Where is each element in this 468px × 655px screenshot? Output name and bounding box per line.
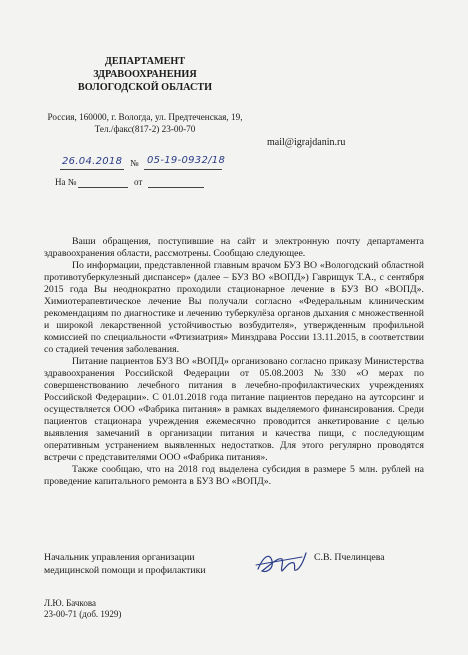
header-phone: Тел./факс(817-2) 23-00-70 <box>94 124 196 134</box>
header-dept-line3: ВОЛОГОДСКОЙ ОБЛАСТИ <box>77 82 213 93</box>
executor-phone: 23-00-71 (доб. 1929) <box>44 609 122 619</box>
reg-date-line <box>60 169 124 170</box>
reg-on-line <box>78 187 128 188</box>
reg-on-label: На № <box>55 177 77 187</box>
body-paragraph: Также сообщаю, что на 2018 год выделена субсидия в размере 5 млн. рублей на проведение капитального ремонта в БУЗ ВО «ВОПД». <box>44 464 424 487</box>
header-dept-line2: ЗДРАВООХРАНЕНИЯ <box>93 69 197 80</box>
recipient-email: mail@igrajdanin.ru <box>267 137 346 148</box>
reg-from-label: от <box>134 177 143 187</box>
signer-name: С.В. Пчелинцева <box>314 552 385 563</box>
body-paragraph: Питание пациентов БУЗ ВО «ВОПД» организовано согласно приказу Министерства здравоохранения Российской Федерации от 05.08.2003 №330 «О мерах по совершенствованию лечебного питания в лечебно-профилактических учреждениях Российской Федерации». С 01.01.2018 года питание пациентов передано на аутсорсинг и осуществляется ООО «Фабрика питания» в рамках выделяемого финансирования. Среди пациентов стационара учреждения ежемесячно проводится анкетирование с целью выявления замечаний в организации питания и качества пищи, с последующим оперативным устранением выявленных недостатков. Для этого регулярно проводятся встречи с представителями ООО «Фабрика питания». <box>44 356 424 463</box>
reg-date: 26.04.2018 <box>62 156 123 167</box>
letter-body <box>44 236 424 488</box>
header-address: Россия, 160000, г. Вологда, ул. Предтеченская, 19, <box>47 112 243 122</box>
reg-number-line <box>144 169 222 170</box>
executor-name: Л.Ю. Бачкова <box>44 598 96 608</box>
reg-number-label: № <box>130 158 139 168</box>
body-paragraph: По информации, представленной главным врачом БУЗ ВО «Вологодский областной противотуберкулезный диспансер» (далее – БУЗ ВО «ВОПД») Гаврищук Т.А., с сентября 2015 года Вы неоднократно проходили стационарное лечение в БУЗ ВО «ВОПД». Химиотерапевтическое лечение Вы получали согласно «Федеральным клиническим рекомендациям по диагностике и лечению туберкулёза органов дыхания с множественной и широкой лекарственной устойчивостью возбудителя», утвержденным профильной комиссией по специальности «Фтизиатрия» Минздрава России 13.11.2015, в соответствии со стадией течения заболевания. <box>44 260 424 355</box>
header-dept-line1: ДЕПАРТАМЕНТ <box>104 56 186 67</box>
signer-position-line2: медицинской помощи и профилактики <box>44 565 206 576</box>
handwritten-signature <box>252 547 308 579</box>
reg-number: 05-19-0932/18 <box>147 155 226 166</box>
signer-position-line1: Начальник управления организации <box>44 552 195 563</box>
body-paragraph: Ваши обращения, поступившие на сайт и электронную почту департамента здравоохранения области, рассмотрены. Сообщаю следующее. <box>44 236 424 259</box>
reg-from-line <box>148 187 204 188</box>
